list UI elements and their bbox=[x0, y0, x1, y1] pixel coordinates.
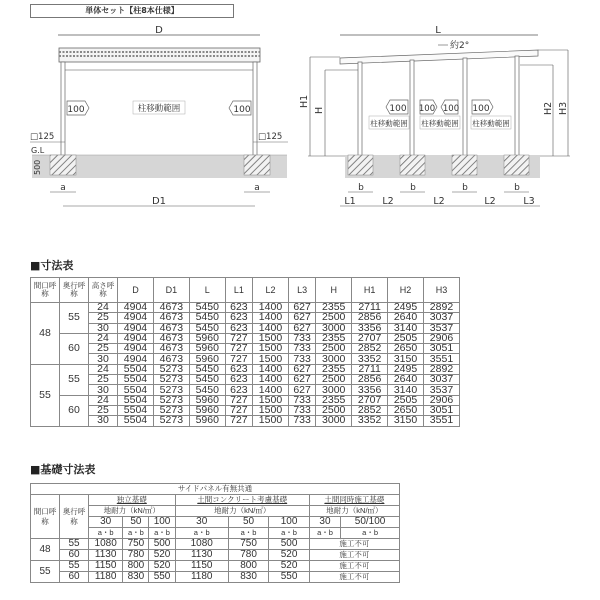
svg-text:100: 100 bbox=[233, 105, 251, 115]
svg-text:b: b bbox=[462, 183, 468, 193]
table-row: 30 4904 4673 5450 623 1400 627 3000 3356 3140 3537 bbox=[31, 323, 460, 333]
svg-text:H: H bbox=[314, 106, 325, 114]
diagrams bbox=[0, 0, 600, 230]
svg-text:a: a bbox=[254, 183, 260, 193]
svg-text:100: 100 bbox=[472, 104, 490, 114]
foundation-table: サイドパネル有無共通 間口呼称 奥行呼称 独立基礎 土間コンクリート考慮基礎 土間同時施工基礎 地耐力（kN/㎡） 地耐力（kN/㎡） 地耐力（kN/㎡） 30 50 100 30 50 100 30 50/100 a・b a・b a・b a・b a・b a・b a・b a・b 48 55 1080 750 500 1080 750 500 施工不可 60 1130 780 520 1130 780 520 施工不可 55 55 1150 800 520 1150 800 520 施工不可 60 1180 830 550 1180 830 550 施工不可 bbox=[30, 483, 400, 583]
top-header: サイドパネル有無共通 bbox=[31, 484, 400, 495]
svg-text:L1: L1 bbox=[344, 196, 356, 207]
table-row: 25 4904 4673 5960 727 1500 733 2500 2852 2650 3051 bbox=[31, 344, 460, 354]
foundation-table-title: ■基礎寸法表 bbox=[30, 463, 96, 476]
svg-text:柱移動範囲: 柱移動範囲 bbox=[370, 119, 408, 128]
table-row: 60 1130 780 520 1130 780 520 施工不可 bbox=[31, 550, 400, 561]
svg-text:L2: L2 bbox=[433, 196, 445, 207]
group-simultaneous: 土間同時施工基礎 bbox=[309, 495, 399, 506]
svg-text:□125: □125 bbox=[30, 132, 55, 142]
group-independent: 独立基礎 bbox=[89, 495, 176, 506]
table-row: 60 24 5504 5273 5960 727 1500 733 2355 2707 2505 2906 bbox=[31, 395, 460, 405]
table-row: 48 55 1080 750 500 1080 750 500 施工不可 bbox=[31, 539, 400, 550]
table-row: 60 24 4904 4673 5960 727 1500 733 2355 2707 2505 2906 bbox=[31, 333, 460, 343]
svg-text:100: 100 bbox=[418, 104, 436, 114]
col-okuyuki: 奥行呼称 bbox=[60, 495, 89, 539]
table-row: 30 4904 4673 5960 727 1500 733 3000 3352 3150 3551 bbox=[31, 354, 460, 364]
svg-text:柱移動範囲: 柱移動範囲 bbox=[472, 119, 510, 128]
table-row: 48 55 24 4904 4673 5450 623 1400 627 2355 2711 2495 2892 bbox=[31, 303, 460, 313]
svg-text:b: b bbox=[514, 183, 520, 193]
not-possible: 施工不可 bbox=[309, 572, 399, 583]
not-possible: 施工不可 bbox=[309, 539, 399, 550]
svg-text:L: L bbox=[435, 25, 441, 36]
svg-text:柱移動範囲: 柱移動範囲 bbox=[137, 104, 181, 114]
dimension-table-title: ■寸法表 bbox=[30, 259, 74, 272]
table-row: 55 55 24 5504 5273 5450 623 1400 627 2355 2711 2495 2892 bbox=[31, 364, 460, 374]
table-header-row: 間口呼称 奥行呼称 高さ呼称 D D1 L L1 L2 L3 H H1 H2 H3 bbox=[31, 278, 460, 303]
svg-text:b: b bbox=[410, 183, 416, 193]
svg-text:H2: H2 bbox=[543, 101, 554, 115]
svg-text:□125: □125 bbox=[258, 132, 283, 142]
svg-text:b: b bbox=[358, 183, 364, 193]
not-possible: 施工不可 bbox=[309, 550, 399, 561]
svg-text:H3: H3 bbox=[558, 101, 569, 115]
svg-text:L2: L2 bbox=[382, 196, 394, 207]
svg-text:L2: L2 bbox=[484, 196, 496, 207]
svg-text:L3: L3 bbox=[523, 196, 535, 207]
svg-text:a: a bbox=[60, 183, 66, 193]
svg-text:100: 100 bbox=[389, 104, 407, 114]
label-D: D bbox=[155, 25, 163, 36]
svg-text:柱移動範囲: 柱移動範囲 bbox=[421, 119, 459, 128]
svg-text:D1: D1 bbox=[151, 196, 167, 207]
not-possible: 施工不可 bbox=[309, 561, 399, 572]
front-view-diagram bbox=[30, 25, 288, 207]
svg-text:約2°: 約2° bbox=[450, 41, 470, 51]
table-row: 30 5504 5273 5450 623 1400 627 3000 3356 3140 3537 bbox=[31, 385, 460, 395]
table-row: 60 1180 830 550 1180 830 550 施工不可 bbox=[31, 572, 400, 583]
table-row: 55 55 1150 800 520 1150 800 520 施工不可 bbox=[31, 561, 400, 572]
table-row: 30 5504 5273 5960 727 1500 733 3000 3352 3150 3551 bbox=[31, 416, 460, 426]
col-maguchi: 間口呼称 bbox=[31, 495, 60, 539]
svg-text:H1: H1 bbox=[299, 94, 310, 108]
dimension-table bbox=[30, 277, 460, 427]
svg-text:500: 500 bbox=[33, 159, 42, 175]
table-row: 25 5504 5273 5960 727 1500 733 2500 2852 2650 3051 bbox=[31, 405, 460, 415]
table-row: 25 4904 4673 5450 623 1400 627 2500 2856 2640 3037 bbox=[31, 313, 460, 323]
front-view-title: 単体セット【柱8本仕様】 bbox=[30, 4, 234, 18]
table-row: 25 5504 5273 5450 623 1400 627 2500 2856 2640 3037 bbox=[31, 375, 460, 385]
svg-text:100: 100 bbox=[442, 104, 460, 114]
svg-text:100: 100 bbox=[67, 105, 85, 115]
group-slab-considered: 土間コンクリート考慮基礎 bbox=[175, 495, 309, 506]
svg-text:G.L: G.L bbox=[31, 146, 45, 155]
side-view-diagram bbox=[299, 25, 570, 207]
